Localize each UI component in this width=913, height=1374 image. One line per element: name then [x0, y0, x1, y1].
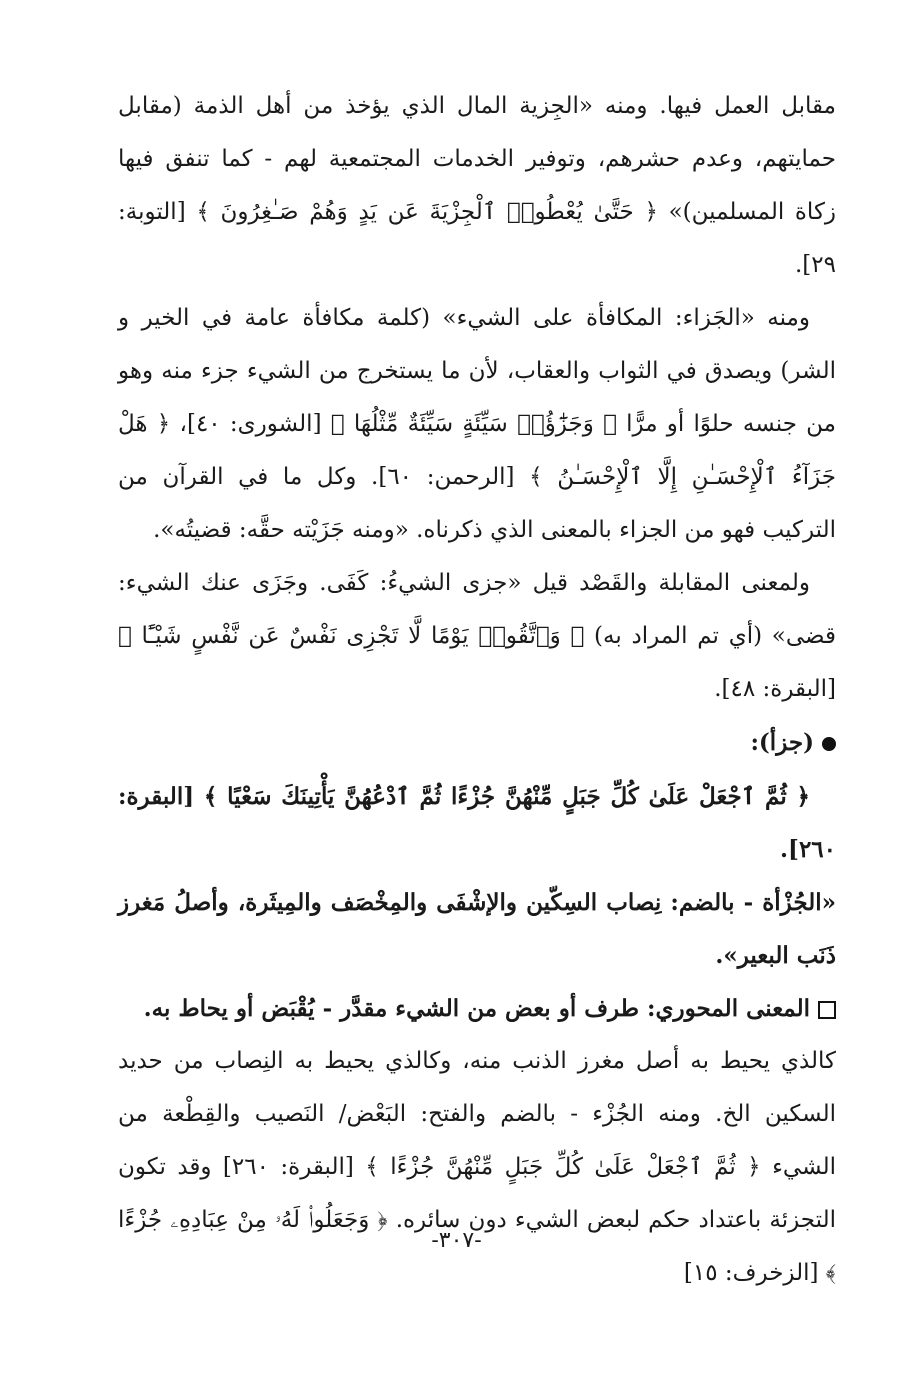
- paragraph-jizya: مقابل العمل فيها. ومنه «الجِزية المال الذي يؤخذ من أهل الذمة (مقابل حمايتهم، وعدم حشرهم، وتوفير الخدمات المجتمعية لهم - كما تنفق فيها زكاة المسلمين)» ﴿ حَتَّىٰ يُعْطُوا۟ ٱلْجِزْيَةَ عَن يَدٍ وَهُمْ صَـٰغِرُونَ ﴾ [التوبة: ٢٩].: [118, 93, 836, 278]
- page-number: -٣٠٧-: [431, 1228, 482, 1253]
- paragraph-jazaa: ومنه «الجَزاء: المكافأة على الشيء» (كلمة مكافأة عامة في الخير و الشر) ويصدق في الثواب والعقاب، لأن ما يستخرج من الشيء جزء منه وهو من جنسه حلوًا أو مرًّا ﴿ وَجَزَٰٓؤُا۟ سَيِّئَةٍ سَيِّئَةٌ مِّثْلُهَا ﴾ [الشورى: ٤٠]، ﴿ هَلْ جَزَآءُ ٱلْإِحْسَـٰنِ إِلَّا ٱلْإِحْسَـٰنُ ﴾ [الرحمن: ٦٠]. وكل ما في القرآن من التركيب فهو من الجزاء بالمعنى الذي ذكرناه. «ومنه جَزَيْته حقَّه: قضيتُه».: [118, 305, 837, 543]
- paragraph-jaza-kafa: ولمعنى المقابلة والقَصْد قيل «جزى الشيءُ: كَفَى. وجَزَى عنك الشيء: قضى» (أي تم المراد به) ﴿ وَٱتَّقُوا۟ يَوْمًا لَّا تَجْزِى نَفْسٌ عَن نَّفْسٍ شَيْـًٔا ﴾ [البقرة: ٤٨].: [118, 570, 836, 702]
- section-definition: «الجُزْأة - بالضم: نِصاب السِكّين والإشْفَى والمِخْصَف والمِيثَرة، وأصلُ مَغرز ذَنَب البعير».: [118, 889, 836, 969]
- section-verse: ﴿ ثُمَّ ٱجْعَلْ عَلَىٰ كُلِّ جَبَلٍ مِّنْهُنَّ جُزْءًا ثُمَّ ٱدْعُهُنَّ يَأْتِينَكَ سَعْيًا ﴾ [البقرة: ٢٦٠].: [118, 783, 836, 863]
- section-heading-text: (جزأ):: [750, 729, 814, 756]
- core-meaning: [118, 982, 836, 1035]
- core-meaning-text: المعنى المحوري: طرف أو بعض من الشيء مقدَّر - يُقْبَض أو يحاط به.: [143, 995, 810, 1022]
- section-explanation: كالذي يحيط به أصل مغرز الذنب منه، وكالذي يحيط به النِصاب من حديد السكين الخ. ومنه الجُزْء - بالضم والفتح: البَعْض/ النَصيب والقِطْعة من الشيء ﴿ ثُمَّ ٱجْعَلْ عَلَىٰ كُلِّ جَبَلٍ مِّنْهُنَّ جُزْءًا ﴾ [البقرة: ٢٦٠] وقد تكون التجزئة باعتداد حكم لبعض الشيء دون سائره. ﴿ وَجَعَلُوا۟ لَهُۥ مِنْ عِبَادِهِۦ جُزْءًا ﴾ [الزخرف: ١٥]: [118, 1048, 836, 1286]
- page-body: [118, 80, 836, 1300]
- checkbox-square-icon: [818, 1001, 836, 1019]
- section-heading: [118, 716, 836, 770]
- bullet-icon: [822, 737, 836, 751]
